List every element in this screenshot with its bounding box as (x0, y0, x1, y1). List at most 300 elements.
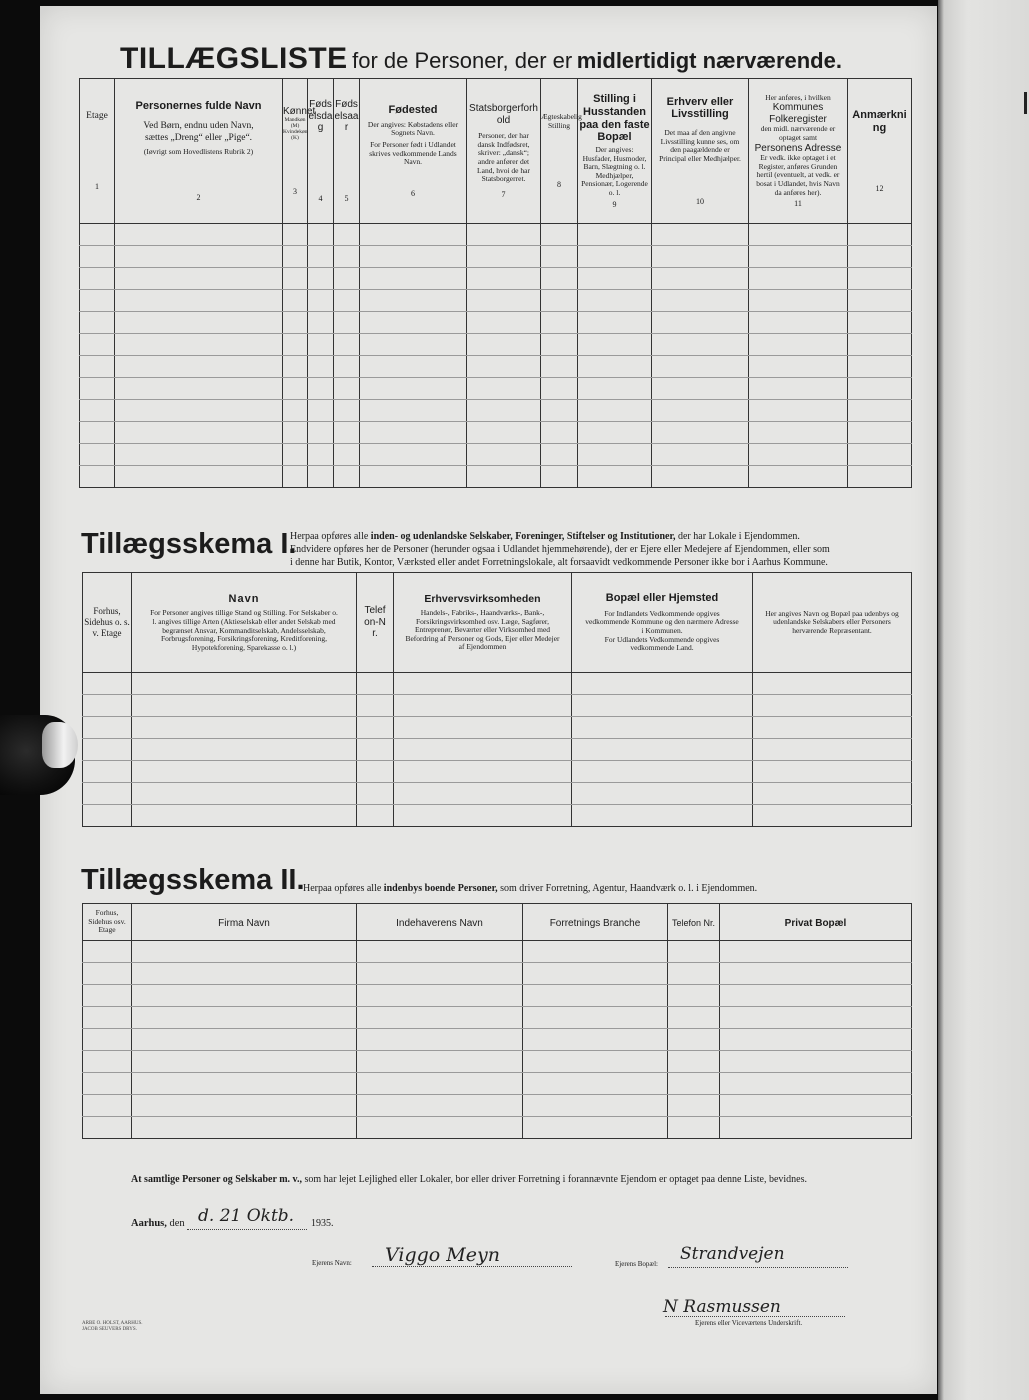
table-row (83, 1117, 912, 1139)
table-cell[interactable] (115, 466, 283, 488)
table-cell[interactable] (848, 268, 912, 290)
table-row (80, 268, 912, 290)
table-cell[interactable] (394, 805, 572, 827)
table-cell[interactable] (308, 290, 334, 312)
table-cell[interactable] (749, 356, 848, 378)
adjacent-page-edge (938, 0, 1029, 1400)
table-cell[interactable] (360, 444, 467, 466)
table-cell[interactable] (308, 444, 334, 466)
table-cell[interactable] (668, 1007, 720, 1029)
table-row (80, 378, 912, 400)
table-cell[interactable] (848, 400, 912, 422)
table-cell[interactable] (720, 941, 912, 963)
table-row (83, 673, 912, 695)
table-cell[interactable] (668, 963, 720, 985)
table-cell[interactable] (720, 1095, 912, 1117)
schema1-title: Tillægsskema I. (81, 528, 297, 560)
table-cell[interactable] (749, 268, 848, 290)
table-cell[interactable] (80, 466, 115, 488)
table-cell[interactable] (360, 246, 467, 268)
table-cell[interactable] (652, 268, 749, 290)
table-cell[interactable] (83, 985, 132, 1007)
table-cell[interactable] (283, 246, 308, 268)
schema1-col-representative: Her angives Navn og Bopæl paa udenbys og udenlandske Selskabers eller Personers herværende Repræsentant. (753, 573, 912, 673)
table-cell[interactable] (467, 356, 541, 378)
table-cell[interactable] (80, 224, 115, 246)
table-cell[interactable] (720, 985, 912, 1007)
table-cell[interactable] (749, 246, 848, 268)
table-cell[interactable] (848, 224, 912, 246)
table-cell[interactable] (360, 290, 467, 312)
table-cell[interactable] (720, 1029, 912, 1051)
table-cell[interactable] (652, 356, 749, 378)
table-cell[interactable] (80, 400, 115, 422)
binder-clip-tip (42, 722, 78, 768)
table-cell[interactable] (360, 356, 467, 378)
table-cell[interactable] (360, 268, 467, 290)
table-cell[interactable] (83, 695, 132, 717)
table-row (83, 1073, 912, 1095)
table-cell[interactable] (394, 673, 572, 695)
table-cell[interactable] (541, 268, 578, 290)
table-cell[interactable] (652, 422, 749, 444)
table-cell[interactable] (523, 1051, 668, 1073)
table-cell[interactable] (652, 400, 749, 422)
table-row (83, 1007, 912, 1029)
table-row (80, 400, 912, 422)
table-cell[interactable] (652, 334, 749, 356)
table-cell[interactable] (132, 673, 357, 695)
table-cell[interactable] (394, 695, 572, 717)
table-cell[interactable] (132, 985, 357, 1007)
col-registry-address: Her anføres, i hvilken Kommunes Folkeregister den midl. nærværende er optaget samt Personens Adresse Er vedk. ikke optaget i et Register, anføres Grunden hertil (eventuelt, at vedk. er bosat i Udlandet, hvis Navn da anføres her). 11 (749, 79, 848, 224)
table-cell[interactable] (749, 290, 848, 312)
table-cell[interactable] (652, 246, 749, 268)
table-cell[interactable] (720, 1073, 912, 1095)
table-cell[interactable] (848, 444, 912, 466)
table-cell[interactable] (132, 1117, 357, 1139)
page-title (120, 42, 842, 76)
owner-name-signature: Viggo Meyn (385, 1244, 500, 1266)
table-cell[interactable] (848, 246, 912, 268)
table-cell[interactable] (523, 1073, 668, 1095)
table-cell[interactable] (83, 1095, 132, 1117)
col-birthyear: Fødselsaar 5 (334, 79, 360, 224)
table-cell[interactable] (467, 312, 541, 334)
table-cell[interactable] (572, 717, 753, 739)
table-cell[interactable] (283, 444, 308, 466)
table-cell[interactable] (578, 224, 652, 246)
table-cell[interactable] (668, 941, 720, 963)
table-cell[interactable] (308, 334, 334, 356)
owner-address-label: Ejerens Bopæl: (615, 1260, 658, 1268)
table-cell[interactable] (132, 805, 357, 827)
table-cell[interactable] (132, 761, 357, 783)
schema2-col-branch: Forretnings Branche (523, 904, 668, 941)
table-cell[interactable] (83, 1029, 132, 1051)
table-cell[interactable] (132, 963, 357, 985)
table-cell[interactable] (541, 334, 578, 356)
table-cell[interactable] (523, 1095, 668, 1117)
table-cell[interactable] (357, 739, 394, 761)
table-cell[interactable] (360, 466, 467, 488)
table-cell[interactable] (132, 941, 357, 963)
table-cell[interactable] (308, 268, 334, 290)
table-cell[interactable] (753, 673, 912, 695)
table-cell[interactable] (132, 1073, 357, 1095)
table-cell[interactable] (83, 717, 132, 739)
table-cell[interactable] (848, 290, 912, 312)
table-cell[interactable] (848, 422, 912, 444)
col-birthday: Fødselsdag 4 (308, 79, 334, 224)
table-cell[interactable] (572, 761, 753, 783)
table-cell[interactable] (541, 224, 578, 246)
table-cell[interactable] (334, 378, 360, 400)
table-cell[interactable] (541, 246, 578, 268)
table-cell[interactable] (541, 356, 578, 378)
table-cell[interactable] (283, 334, 308, 356)
table-cell[interactable] (572, 783, 753, 805)
table-cell[interactable] (467, 400, 541, 422)
table-cell[interactable] (578, 444, 652, 466)
table-cell[interactable] (848, 356, 912, 378)
table-row (80, 422, 912, 444)
table-cell[interactable] (83, 963, 132, 985)
table-cell[interactable] (283, 224, 308, 246)
table-cell[interactable] (467, 246, 541, 268)
schema1-table (82, 572, 912, 827)
table-cell[interactable] (80, 312, 115, 334)
table-cell[interactable] (357, 1073, 523, 1095)
table-cell[interactable] (578, 356, 652, 378)
table-cell[interactable] (283, 312, 308, 334)
table-cell[interactable] (749, 378, 848, 400)
table-cell[interactable] (394, 761, 572, 783)
table-cell[interactable] (115, 378, 283, 400)
table-cell[interactable] (578, 466, 652, 488)
table-row (83, 717, 912, 739)
table-cell[interactable] (360, 400, 467, 422)
table-row (80, 246, 912, 268)
table-cell[interactable] (668, 1029, 720, 1051)
table-cell[interactable] (283, 378, 308, 400)
table-cell[interactable] (749, 334, 848, 356)
table-cell[interactable] (541, 422, 578, 444)
table-cell[interactable] (578, 334, 652, 356)
table-cell[interactable] (652, 466, 749, 488)
table-cell[interactable] (652, 224, 749, 246)
table-cell[interactable] (115, 246, 283, 268)
table-row (80, 466, 912, 488)
table-cell[interactable] (283, 268, 308, 290)
table-cell[interactable] (308, 246, 334, 268)
col-gender: Kønnet Mandkøn (M) Kvindekøn (K) 3 (283, 79, 308, 224)
table-cell[interactable] (668, 1051, 720, 1073)
table-cell[interactable] (357, 1029, 523, 1051)
table-cell[interactable] (334, 224, 360, 246)
schema1-col-residence: Bopæl eller Hjemsted For Indlandets Vedkommende opgives vedkommende Kommune og den nærmere Adresse i Kommunen. For Udlandets Vedkommende opgives vedkommende Land. (572, 573, 753, 673)
table-cell[interactable] (83, 761, 132, 783)
table-cell[interactable] (334, 400, 360, 422)
table-row (83, 985, 912, 1007)
table-cell[interactable] (848, 334, 912, 356)
table-cell[interactable] (720, 1117, 912, 1139)
table-cell[interactable] (848, 466, 912, 488)
declaration: At samtlige Personer og Selskaber m. v., som har lejet Lejlighed eller Lokaler, bor eller driver Forretning i forannævnte Ejendom er optaget paa denne Liste, bevidnes. (131, 1174, 807, 1185)
date-dotline (187, 1229, 307, 1230)
table-cell[interactable] (467, 444, 541, 466)
table-cell[interactable] (749, 444, 848, 466)
table-cell[interactable] (334, 312, 360, 334)
table-row (83, 1095, 912, 1117)
table-cell[interactable] (80, 378, 115, 400)
schema2-col-firm-name: Firma Navn (132, 904, 357, 941)
table-cell[interactable] (578, 290, 652, 312)
title-main: TILLÆGSLISTE (120, 42, 348, 75)
table-cell[interactable] (80, 268, 115, 290)
table-cell[interactable] (80, 334, 115, 356)
schema2-col-owner-name: Indehaverens Navn (357, 904, 523, 941)
table-cell[interactable] (753, 695, 912, 717)
table-cell[interactable] (578, 400, 652, 422)
table-cell[interactable] (749, 400, 848, 422)
table-cell[interactable] (394, 739, 572, 761)
signature-dotline (665, 1316, 845, 1317)
table-cell[interactable] (720, 1051, 912, 1073)
col-household-position: Stilling i Husstanden paa den faste Bopæl Der angives: Husfader, Husmoder, Barn, Slægtning o. l. Medhjælper, Pensionær, Logerende o. l. 9 (578, 79, 652, 224)
table-cell[interactable] (83, 1117, 132, 1139)
table-cell[interactable] (115, 224, 283, 246)
table-cell[interactable] (523, 985, 668, 1007)
table-cell[interactable] (753, 783, 912, 805)
table-cell[interactable] (523, 963, 668, 985)
table-row (83, 963, 912, 985)
table-cell[interactable] (115, 334, 283, 356)
main-register-table (79, 78, 912, 488)
table-cell[interactable] (523, 1029, 668, 1051)
table-cell[interactable] (523, 1117, 668, 1139)
date-handwritten: d. 21 Oktb. (198, 1206, 295, 1226)
table-cell[interactable] (83, 783, 132, 805)
table-cell[interactable] (357, 761, 394, 783)
table-cell[interactable] (572, 695, 753, 717)
table-cell[interactable] (357, 1117, 523, 1139)
table-cell[interactable] (848, 312, 912, 334)
schema2-rows (83, 941, 912, 1139)
table-cell[interactable] (334, 334, 360, 356)
table-cell[interactable] (83, 941, 132, 963)
table-cell[interactable] (132, 1007, 357, 1029)
table-cell[interactable] (572, 739, 753, 761)
table-cell[interactable] (357, 783, 394, 805)
table-cell[interactable] (578, 268, 652, 290)
table-cell[interactable] (308, 312, 334, 334)
table-cell[interactable] (357, 963, 523, 985)
table-cell[interactable] (467, 268, 541, 290)
table-cell[interactable] (360, 334, 467, 356)
table-cell[interactable] (308, 466, 334, 488)
col-marital-status: Ægteskabelig Stilling 8 (541, 79, 578, 224)
table-cell[interactable] (394, 783, 572, 805)
table-cell[interactable] (132, 717, 357, 739)
table-cell[interactable] (115, 400, 283, 422)
table-row (83, 761, 912, 783)
table-cell[interactable] (357, 717, 394, 739)
table-cell[interactable] (357, 985, 523, 1007)
table-cell[interactable] (308, 224, 334, 246)
table-cell[interactable] (83, 1007, 132, 1029)
table-cell[interactable] (283, 356, 308, 378)
table-cell[interactable] (357, 805, 394, 827)
table-row (80, 290, 912, 312)
table-cell[interactable] (334, 290, 360, 312)
table-cell[interactable] (360, 312, 467, 334)
table-cell[interactable] (132, 695, 357, 717)
table-cell[interactable] (132, 1051, 357, 1073)
table-cell[interactable] (668, 1073, 720, 1095)
table-cell[interactable] (541, 312, 578, 334)
table-cell[interactable] (652, 290, 749, 312)
table-cell[interactable] (132, 739, 357, 761)
table-cell[interactable] (132, 1095, 357, 1117)
schema1-col-phone: Telefon-Nr. (357, 573, 394, 673)
table-cell[interactable] (334, 268, 360, 290)
col-full-name: Personernes fulde Navn Ved Børn, endnu uden Navn, sættes „Dreng“ eller „Pige“. (Iøvrigt som Hovedlistens Rubrik 2) 2 (115, 79, 283, 224)
table-row (80, 312, 912, 334)
table-cell[interactable] (357, 1095, 523, 1117)
table-cell[interactable] (541, 466, 578, 488)
table-cell[interactable] (357, 1051, 523, 1073)
table-cell[interactable] (283, 290, 308, 312)
table-cell[interactable] (523, 941, 668, 963)
table-cell[interactable] (357, 673, 394, 695)
table-cell[interactable] (308, 422, 334, 444)
table-cell[interactable] (753, 739, 912, 761)
table-cell[interactable] (749, 422, 848, 444)
table-cell[interactable] (357, 695, 394, 717)
table-cell[interactable] (80, 356, 115, 378)
table-cell[interactable] (652, 378, 749, 400)
table-cell[interactable] (115, 444, 283, 466)
table-cell[interactable] (720, 1007, 912, 1029)
table-cell[interactable] (80, 290, 115, 312)
table-cell[interactable] (80, 444, 115, 466)
table-cell[interactable] (578, 312, 652, 334)
table-cell[interactable] (132, 1029, 357, 1051)
table-cell[interactable] (83, 1051, 132, 1073)
table-cell[interactable] (283, 422, 308, 444)
table-cell[interactable] (848, 378, 912, 400)
table-row (83, 941, 912, 963)
adjacent-page-mark (1024, 92, 1027, 114)
table-cell[interactable] (668, 1095, 720, 1117)
table-cell[interactable] (83, 805, 132, 827)
table-cell[interactable] (753, 717, 912, 739)
printer-imprint: ARBE O. HOLST, AARHUS. JACOB SEUVERS DRYS. (82, 1321, 143, 1332)
table-row (83, 1051, 912, 1073)
table-cell[interactable] (115, 422, 283, 444)
table-cell[interactable] (308, 356, 334, 378)
table-cell[interactable] (668, 1117, 720, 1139)
table-cell[interactable] (83, 673, 132, 695)
table-cell[interactable] (467, 290, 541, 312)
table-cell[interactable] (360, 378, 467, 400)
table-cell[interactable] (115, 356, 283, 378)
table-cell[interactable] (467, 466, 541, 488)
table-cell[interactable] (541, 400, 578, 422)
table-cell[interactable] (578, 422, 652, 444)
table-cell[interactable] (357, 1007, 523, 1029)
table-cell[interactable] (308, 378, 334, 400)
table-row (83, 695, 912, 717)
table-cell[interactable] (334, 422, 360, 444)
table-cell[interactable] (541, 444, 578, 466)
table-cell[interactable] (541, 378, 578, 400)
table-cell[interactable] (334, 444, 360, 466)
table-cell[interactable] (749, 466, 848, 488)
table-cell[interactable] (360, 224, 467, 246)
table-row (80, 334, 912, 356)
table-cell[interactable] (394, 717, 572, 739)
table-cell[interactable] (115, 312, 283, 334)
title-middle: for de Personer, der er (352, 48, 573, 73)
table-cell[interactable] (467, 378, 541, 400)
table-cell[interactable] (334, 466, 360, 488)
table-cell[interactable] (360, 422, 467, 444)
table-cell[interactable] (308, 400, 334, 422)
table-cell[interactable] (283, 400, 308, 422)
table-cell[interactable] (753, 761, 912, 783)
schema2-intro: Herpaa opføres alle indenbys boende Personer, som driver Forretning, Agentur, Haandværk o. l. i Ejendommen. (303, 883, 758, 894)
table-cell[interactable] (83, 739, 132, 761)
table-cell[interactable] (80, 246, 115, 268)
table-cell[interactable] (652, 312, 749, 334)
table-cell[interactable] (80, 422, 115, 444)
table-cell[interactable] (357, 941, 523, 963)
table-cell[interactable] (467, 422, 541, 444)
table-row (83, 783, 912, 805)
table-cell[interactable] (572, 673, 753, 695)
table-cell[interactable] (652, 444, 749, 466)
table-cell[interactable] (467, 334, 541, 356)
table-cell[interactable] (115, 290, 283, 312)
col-citizenship: Statsborgerforhold Personer, der har dansk Indfødsret, skriver: „dansk“; andre anfører det Land, hvoi de har Statsborgerret. 7 (467, 79, 541, 224)
table-row (83, 739, 912, 761)
table-cell[interactable] (578, 246, 652, 268)
table-row (83, 805, 912, 827)
table-cell[interactable] (753, 805, 912, 827)
table-cell[interactable] (334, 246, 360, 268)
table-cell[interactable] (749, 312, 848, 334)
schema2-table (82, 903, 912, 1139)
table-cell[interactable] (132, 783, 357, 805)
table-cell[interactable] (467, 224, 541, 246)
table-cell[interactable] (523, 1007, 668, 1029)
table-cell[interactable] (720, 963, 912, 985)
table-cell[interactable] (83, 1073, 132, 1095)
table-cell[interactable] (541, 290, 578, 312)
table-cell[interactable] (578, 378, 652, 400)
table-cell[interactable] (283, 466, 308, 488)
table-cell[interactable] (334, 356, 360, 378)
signature-label: Ejerens eller Viceværtens Underskrift. (695, 1319, 803, 1327)
table-row (80, 356, 912, 378)
table-cell[interactable] (115, 268, 283, 290)
table-cell[interactable] (572, 805, 753, 827)
table-cell[interactable] (749, 224, 848, 246)
table-cell[interactable] (668, 985, 720, 1007)
owner-address-signature: Strandvejen (680, 1244, 785, 1264)
